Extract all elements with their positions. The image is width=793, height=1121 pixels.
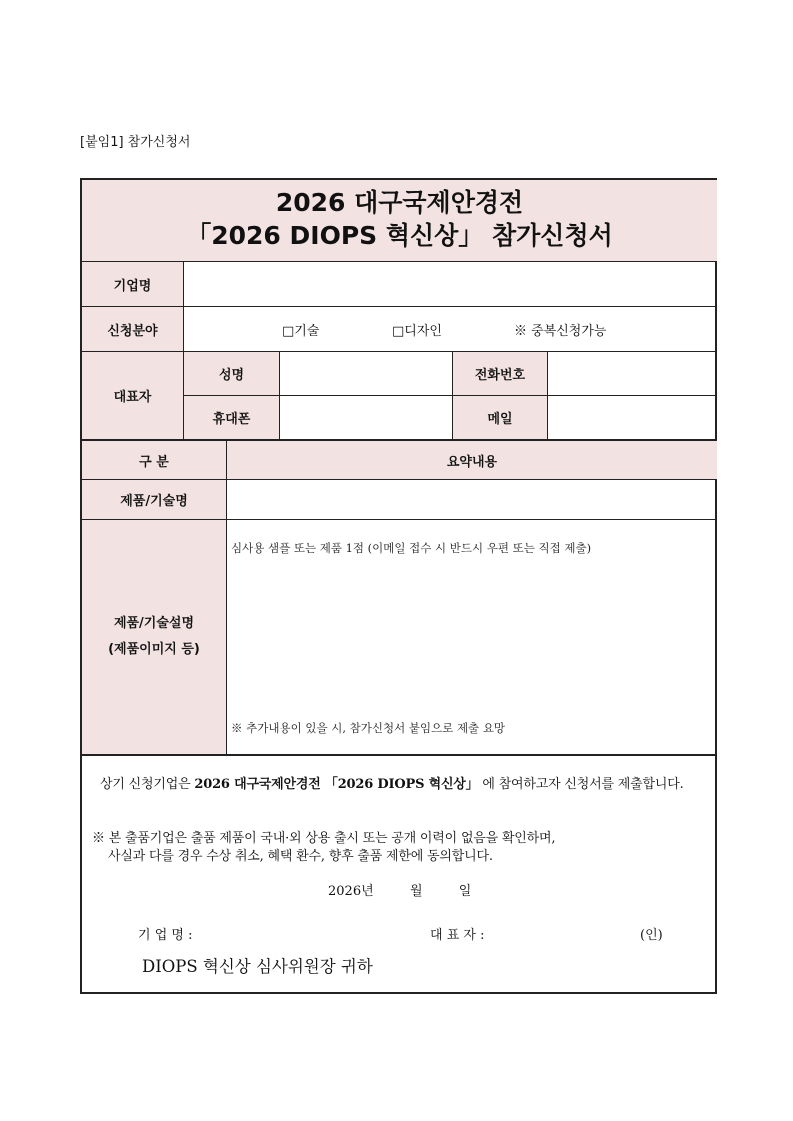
date-day: 일 [458,884,472,899]
declaration-text [100,776,720,794]
field-options [184,307,717,352]
mobile-input[interactable] [280,396,453,441]
declaration-prefix: 상기 신청기업은 [100,777,195,792]
application-form [80,178,717,994]
name-label: 성명 [184,352,280,396]
phone-label: 전화번호 [453,352,548,396]
declaration-suffix: 에 참여하고자 신청서를 제출합니다. [478,777,684,792]
email-label: 메일 [453,396,548,441]
product-desc-label-2: (제품이미지 등) [108,642,200,657]
company-label: 기업명 [82,262,184,307]
product-name-label: 제품/기술명 [82,480,227,520]
company-signature: 기 업 명 : [138,928,193,943]
option-design-checkbox[interactable]: □디자인 [392,323,442,339]
notice-line-2: 사실과 다를 경우 수상 취소, 혜택 환수, 향후 출품 제한에 동의합니다. [108,849,493,864]
notice-text [92,830,717,866]
name-input[interactable] [280,352,453,396]
mobile-label: 휴대폰 [184,396,280,441]
company-input[interactable] [184,262,717,307]
product-desc-label [82,520,227,756]
rep-signature: 대 표 자 : [430,928,485,943]
summary-label: 요약내용 [227,441,717,480]
phone-input[interactable] [548,352,717,396]
product-desc-label-1: 제품/기술설명 [113,616,195,631]
addressee: DIOPS 혁신상 심사위원장 귀하 [142,957,373,976]
seal-mark: (인) [640,928,663,943]
date-year: 2026년 [328,884,374,899]
field-note: ※ 중복신청가능 [514,323,607,339]
category-label: 구 분 [82,441,227,480]
title-line-2: 「2026 DIOPS 혁신상」 참가신청서 [186,221,613,250]
desc-footnote: ※ 추가내용이 있을 시, 참가신청서 붙임으로 제출 요망 [231,721,506,735]
date-line [328,880,471,899]
desc-instruction: 심사용 샘플 또는 제품 1점 (이메일 접수 시 반드시 우편 또는 직접 제출) [231,541,592,555]
title-line-1: 2026 대구국제안경전 [275,188,524,217]
option-tech-checkbox[interactable]: □기술 [282,323,320,339]
rep-label: 대표자 [82,352,184,441]
field-label: 신청분야 [82,307,184,352]
form-title [82,180,717,262]
date-month: 월 [409,884,423,899]
attachment-label: [붙임1] 참가신청서 [80,135,191,150]
notice-line-1: ※ 본 출품기업은 출품 제품이 국내·외 상용 출시 또는 공개 이력이 없음을 확인하며, [92,831,556,846]
product-name-input[interactable] [227,480,717,520]
declaration-bold: 2026 대구국제안경전 「2026 DIOPS 혁신상」 [194,777,479,792]
email-input[interactable] [548,396,717,441]
